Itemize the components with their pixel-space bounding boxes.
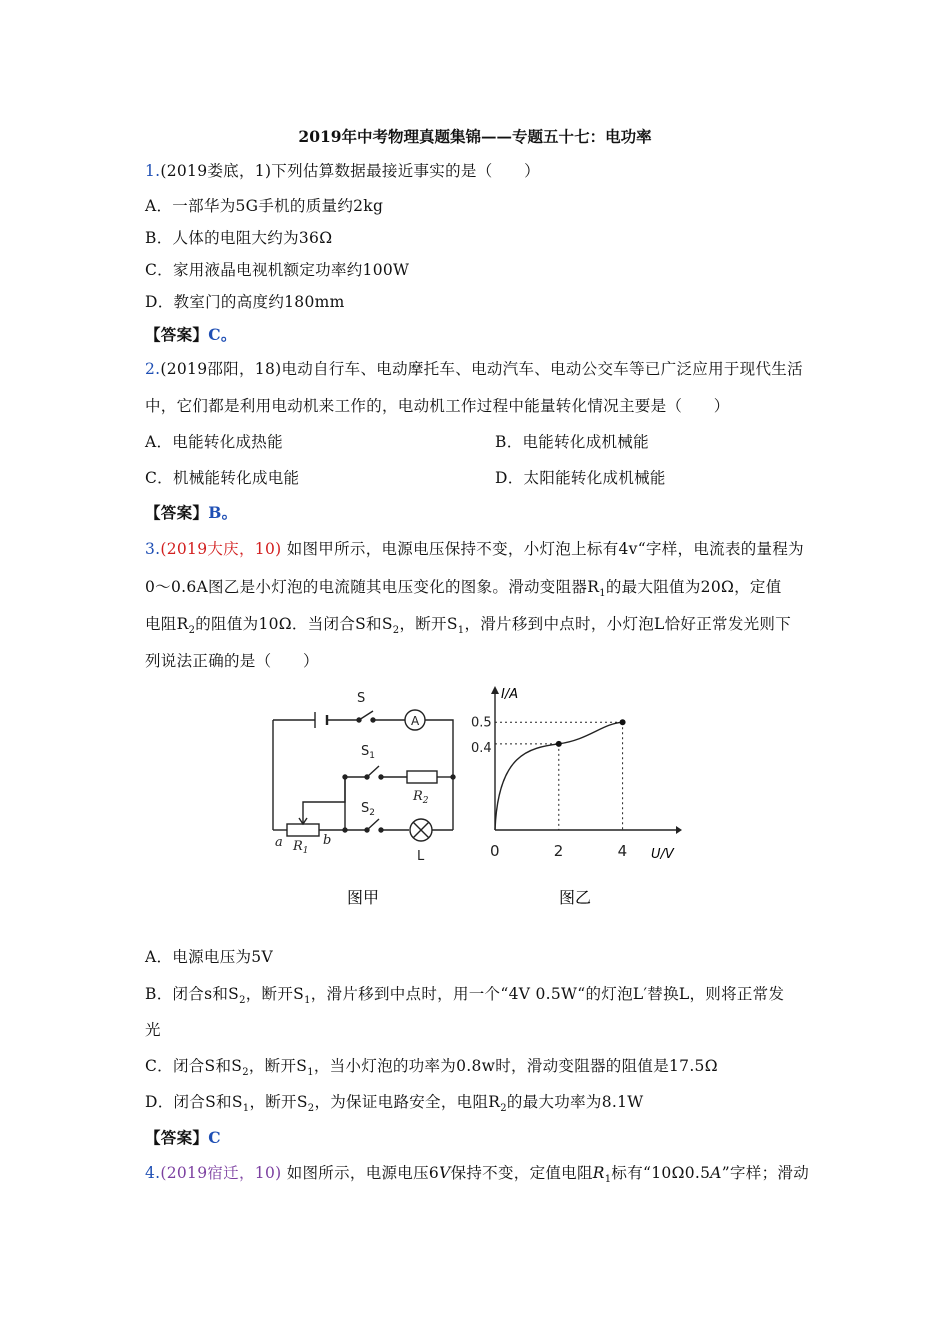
switch-s1-contact xyxy=(379,775,383,779)
q3-sub: 1 xyxy=(307,1067,314,1079)
q3-number: 3. xyxy=(145,540,161,558)
resistor-r2 xyxy=(407,771,437,783)
q2-stem-line1 xyxy=(145,358,803,380)
q3-option-c xyxy=(145,1055,718,1084)
q4-text: 保持不变，定值电阻 xyxy=(450,1164,593,1182)
label-s2 xyxy=(361,801,375,818)
q2-option-b: B．电能转化成机械能 xyxy=(495,433,649,451)
q3-text-1: 如图甲所示，电源电压保持不变，小灯泡上标有4v“字样，电流表的量程为 xyxy=(281,540,804,558)
label-s1-sub: 1 xyxy=(369,751,375,761)
q1-answer-value: C。 xyxy=(208,325,237,344)
q1-text: 下列估算数据最接近事实的是（ ） xyxy=(271,162,540,180)
label-r2-sub: 2 xyxy=(422,796,429,806)
q2-answer xyxy=(145,502,237,524)
q3-answer xyxy=(145,1127,221,1149)
switch-s-contact xyxy=(371,718,375,722)
rheostat-slider-wire xyxy=(303,777,345,823)
x-tick-label: 0 xyxy=(490,842,500,860)
q3-sub: 2 xyxy=(188,625,196,637)
junction-dot xyxy=(451,775,455,779)
x-tick-label: 4 xyxy=(617,842,628,860)
q4-source: (2019宿迁，10) xyxy=(160,1164,282,1182)
q3-sub: 1 xyxy=(304,995,311,1007)
label-a: a xyxy=(275,835,283,850)
switch-s1-lever xyxy=(367,766,379,777)
label-s2-sub: 2 xyxy=(369,808,375,818)
q3-text-3c: ，断开S xyxy=(399,615,458,633)
x-tick-label: 2 xyxy=(553,842,564,860)
q3-option-b-cont: 光 xyxy=(145,1021,161,1039)
q3-text-2: 0～0.6A图乙是小灯泡的电流随其电压变化的图象。滑动变阻器R xyxy=(145,578,600,596)
iu-graph xyxy=(471,686,682,862)
junction-dot xyxy=(343,828,347,832)
q2-option-c: C．机械能转化成电能 xyxy=(145,469,300,487)
x-axis-arrow xyxy=(676,826,682,834)
label-r1 xyxy=(292,839,309,856)
label-ammeter: A xyxy=(411,714,420,728)
q3-text-2b: 的最大阻值为20Ω，定值 xyxy=(605,578,782,596)
q4-text: A xyxy=(710,1164,722,1182)
q3-optd-text: D．闭合S和S xyxy=(145,1093,243,1111)
q3-optc-text: ，当小灯泡的功率为0.8w时，滑动变阻器的阻值是17.5Ω xyxy=(313,1057,718,1075)
q3-optb-text: ，断开S xyxy=(245,985,305,1003)
q3-answer-label: 【答案】 xyxy=(145,1128,209,1147)
rheostat-r1 xyxy=(287,824,319,836)
label-r2-main: R xyxy=(413,789,423,804)
q3-source: (2019大庆，10) xyxy=(160,540,282,558)
y-axis-arrow xyxy=(491,686,499,694)
q2-answer-value: B。 xyxy=(208,503,238,522)
q2-number: 2. xyxy=(145,360,161,378)
circuit-diagram xyxy=(273,710,455,841)
q1-stem xyxy=(145,160,540,182)
label-s1-main: S xyxy=(361,744,370,759)
q4-sub: 1 xyxy=(604,1174,612,1186)
q3-sub: 1 xyxy=(599,588,606,600)
label-s: S xyxy=(357,691,366,706)
q3-text-3a: 电阻R xyxy=(145,615,189,633)
q3-option-b xyxy=(145,983,784,1012)
y-axis-label: I/A xyxy=(501,687,519,702)
q4-text: R xyxy=(592,1164,605,1182)
label-r1-main: R xyxy=(293,839,303,854)
data-point xyxy=(556,741,562,747)
label-r2 xyxy=(412,789,429,806)
q2-option-a: A．电能转化成热能 xyxy=(145,433,283,451)
figure-caption-left: 图甲 xyxy=(347,888,380,907)
q1-option-b: B．人体的电阻大约为36Ω xyxy=(145,229,333,247)
q1-option-a: A．一部华为5G手机的质量约2kg xyxy=(145,197,384,215)
q3-optd-text: ，断开S xyxy=(249,1093,308,1111)
q3-sub: 2 xyxy=(307,1103,315,1115)
q1-answer-label: 【答案】 xyxy=(145,325,209,344)
q4-stem-line1 xyxy=(145,1162,809,1191)
q3-stem-line4: 列说法正确的是（ ） xyxy=(145,652,319,670)
y-tick-label: 0.4 xyxy=(471,740,492,756)
wire xyxy=(425,720,453,830)
q3-sub: 2 xyxy=(500,1103,507,1115)
q2-answer-label: 【答案】 xyxy=(145,503,209,522)
q4-number: 4. xyxy=(145,1164,161,1182)
q4-text: 标有“10Ω0.5 xyxy=(611,1164,711,1182)
switch-s2-contact xyxy=(379,828,383,832)
q3-sub: 1 xyxy=(457,625,465,637)
q3-optc-text: ，断开S xyxy=(248,1057,308,1075)
q3-stem-line2 xyxy=(145,576,782,605)
q3-figure xyxy=(265,680,705,920)
q2-stem-line2: 中，它们都是利用电动机来工作的，电动机工作过程中能量转化情况主要是（ ） xyxy=(145,397,730,415)
label-b: b xyxy=(323,833,332,848)
page-title: 2019年中考物理真题集锦——专题五十七：电功率 xyxy=(298,127,652,146)
q3-option-d xyxy=(145,1091,643,1120)
q3-optd-text: ，为保证电路安全，电阻R xyxy=(314,1093,501,1111)
q4-text: 如图所示，电源电压6 xyxy=(281,1164,440,1182)
q1-answer xyxy=(145,324,237,346)
q3-sub: 1 xyxy=(242,1103,250,1115)
q2-text-1: 电动自行车、电动摩托车、电动汽车、电动公交车等已广泛应用于现代生活 xyxy=(281,360,803,378)
q1-option-c: C．家用液晶电视机额定功率约100W xyxy=(145,261,410,279)
x-axis-label: U/V xyxy=(651,847,674,862)
q3-sub: 2 xyxy=(239,995,246,1007)
figure-caption-right: 图乙 xyxy=(559,888,592,907)
q3-text-3d: ，滑片移到中点时，小灯泡L恰好正常发光则下 xyxy=(464,615,792,633)
q3-text-3b: 的阻值为10Ω．当闭合S和S xyxy=(195,615,393,633)
q1-option-d: D．教室门的高度约180mm xyxy=(145,293,345,311)
q2-source: (2019邵阳，18) xyxy=(160,360,282,378)
q1-source: (2019娄底，1) xyxy=(160,162,272,180)
q3-optc-text: C．闭合S和S xyxy=(145,1057,243,1075)
switch-s2-lever xyxy=(367,819,379,830)
label-lamp: L xyxy=(417,849,425,864)
q4-text: V xyxy=(439,1164,451,1182)
q2-option-d: D．太阳能转化成机械能 xyxy=(495,469,666,487)
iu-curve xyxy=(495,722,623,830)
q3-optb-text: B．闭合s和S xyxy=(145,985,240,1003)
q3-answer-value: C xyxy=(208,1128,221,1147)
label-r1-sub: 1 xyxy=(302,846,309,856)
label-s2-main: S xyxy=(361,801,370,816)
q3-sub: 2 xyxy=(242,1067,249,1079)
q4-text: ”字样；滑动 xyxy=(721,1164,810,1182)
q3-option-a: A．电源电压为5V xyxy=(145,948,273,966)
label-s1 xyxy=(361,744,375,761)
data-point xyxy=(620,719,626,725)
q3-optd-text: 的最大功率为8.1W xyxy=(506,1093,644,1111)
q3-stem-line1 xyxy=(145,538,804,560)
q1-number: 1. xyxy=(145,162,161,180)
q3-sub: 2 xyxy=(392,625,400,637)
q3-optb-text: ，滑片移到中点时，用一个“4V 0.5W“的灯泡L′替换L，则将正常发 xyxy=(310,985,785,1003)
y-tick-label: 0.5 xyxy=(471,715,492,731)
q3-stem-line3 xyxy=(145,613,791,642)
